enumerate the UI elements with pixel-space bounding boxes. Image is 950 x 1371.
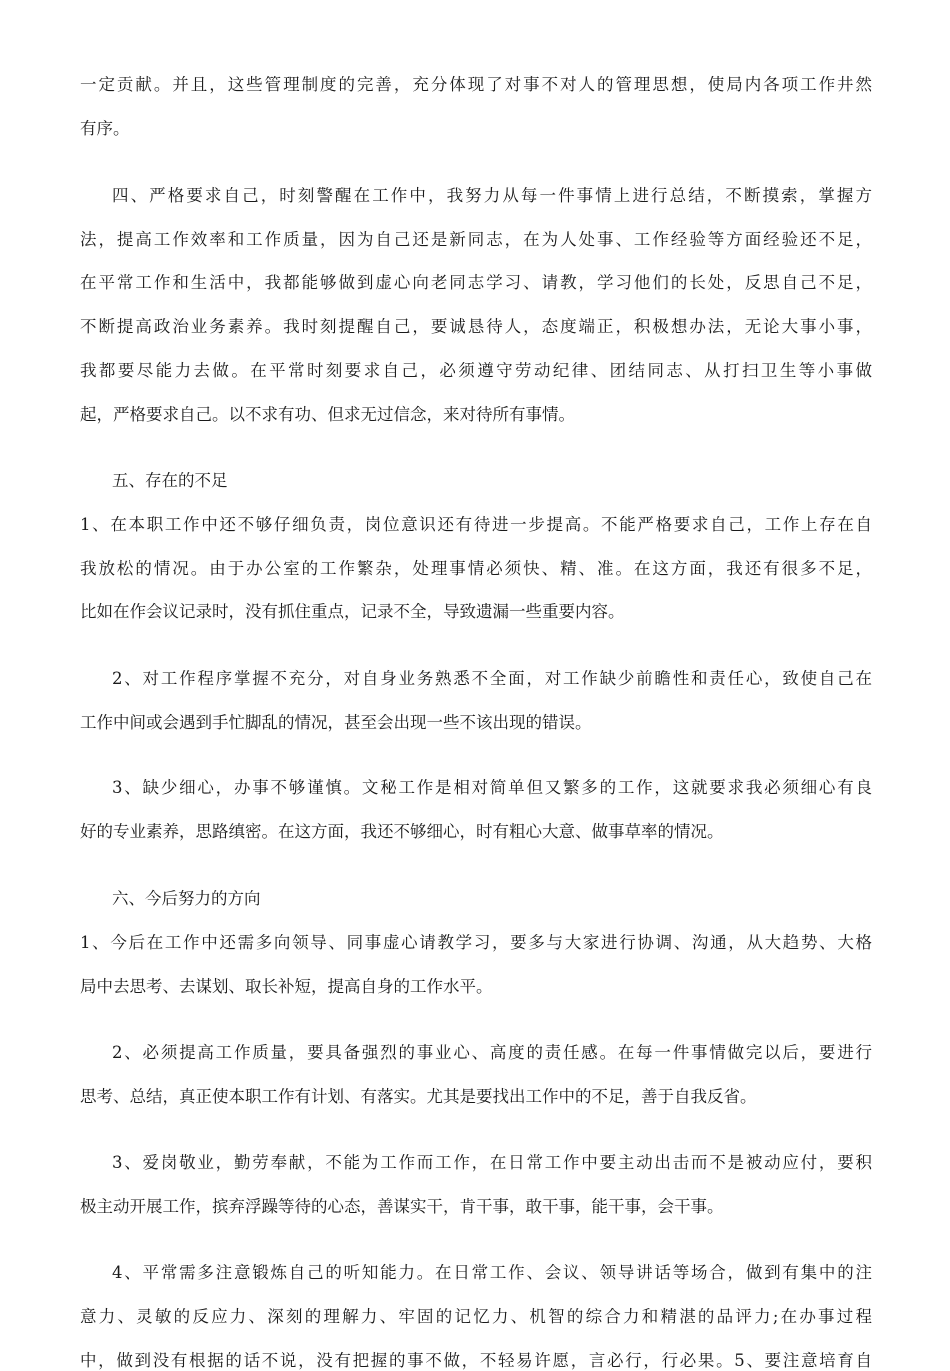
text-line: 2、必须提高工作质量，要具备强烈的事业心、高度的责任感。在每一件事情做完以后，要进行 xyxy=(112,1043,872,1062)
text-line: 我放松的情况。由于办公室的工作繁杂，处理事情必须快、精、准。在这方面，我还有很多不足， xyxy=(80,559,872,578)
text-line: 极主动开展工作，摈弃浮躁等待的心态，善谋实干，肯干事，敢干事，能干事，会干事。 xyxy=(80,1197,724,1216)
text-line: 局中去思考、去谋划、取长补短，提高自身的工作水平。 xyxy=(80,977,493,996)
text-line: 法，提高工作效率和工作质量，因为自己还是新同志，在为人处事、工作经验等方面经验还不足， xyxy=(80,230,872,249)
text-line: 不断提高政治业务素养。我时刻提醒自己，要诚恳待人，态度端正，积极想办法，无论大事小事， xyxy=(80,317,872,336)
text-line: 比如在作会议记录时，没有抓住重点，记录不全，导致遗漏一些重要内容。 xyxy=(80,602,625,621)
section-heading: 六、今后努力的方向 xyxy=(112,889,261,908)
text-line: 我都要尽能力去做。在平常时刻要求自己，必须遵守劳动纪律、团结同志、从打扫卫生等小事做 xyxy=(80,361,872,380)
text-line: 好的专业素养，思路缜密。在这方面，我还不够细心，时有粗心大意、做事草率的情况。 xyxy=(80,822,724,841)
text-line: 3、缺少细心，办事不够谨慎。文秘工作是相对简单但又繁多的工作，这就要求我必须细心有良 xyxy=(112,778,872,797)
text-line: 思考、总结，真正使本职工作有计划、有落实。尤其是要找出工作中的不足，善于自我反省。 xyxy=(80,1087,757,1106)
text-line: 中，做到没有根据的话不说，没有把握的事不做，不轻易许愿，言必行，行必果。5、要注意培育自 xyxy=(80,1351,872,1370)
paragraph-heading-line: 四、严格要求自己，时刻警醒在工作中，我努力从每一件事情上进行总结，不断摸索，掌握方 xyxy=(112,186,872,205)
section-heading: 五、存在的不足 xyxy=(112,471,228,490)
text-line: 工作中间或会遇到手忙脚乱的情况，甚至会出现一些不该出现的错误。 xyxy=(80,713,592,732)
text-line: 3、爱岗敬业，勤劳奉献，不能为工作而工作，在日常工作中要主动出击而不是被动应付，要积 xyxy=(112,1153,872,1172)
text-line: 起，严格要求自己。以不求有功、但求无过信念，来对待所有事情。 xyxy=(80,405,575,424)
text-line: 2、对工作程序掌握不充分，对自身业务熟悉不全面，对工作缺少前瞻性和责任心，致使自己在 xyxy=(112,669,872,688)
text-line: 1、在本职工作中还不够仔细负责，岗位意识还有待进一步提高。不能严格要求自己，工作上存在自 xyxy=(80,515,872,534)
text-line: 意力、灵敏的反应力、深刻的理解力、牢固的记忆力、机智的综合力和精湛的品评力;在办事过程 xyxy=(80,1307,872,1326)
text-line: 有序。 xyxy=(80,119,130,138)
text-line: 一定贡献。并且，这些管理制度的完善，充分体现了对事不对人的管理思想，使局内各项工作井然 xyxy=(80,75,872,94)
text-line: 在平常工作和生活中，我都能够做到虚心向老同志学习、请教，学习他们的长处，反思自己不足， xyxy=(80,273,872,292)
text-line: 4、平常需多注意锻炼自己的听知能力。在日常工作、会议、领导讲话等场合，做到有集中的注 xyxy=(112,1263,872,1282)
text-line: 1、今后在工作中还需多向领导、同事虚心请教学习，要多与大家进行协调、沟通，从大趋势、大格 xyxy=(80,933,872,952)
